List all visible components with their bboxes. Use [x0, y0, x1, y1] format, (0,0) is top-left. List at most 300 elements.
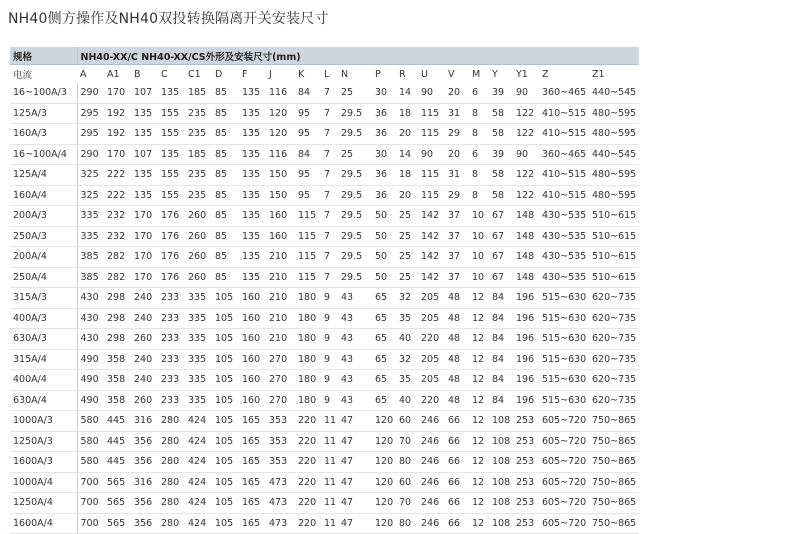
dimension-cell: 515~630	[539, 349, 589, 370]
dimension-cell: 205	[418, 349, 445, 370]
dimension-cell: 115	[295, 247, 321, 268]
current-rating-cell: 200A/4	[10, 247, 77, 268]
dimension-cell: 80	[396, 513, 418, 534]
dimension-cell: 29.5	[338, 103, 372, 124]
table-row	[10, 411, 639, 432]
dimension-cell: 148	[513, 226, 539, 247]
dimension-cell: 12	[469, 472, 489, 493]
current-rating-cell: 1250A/4	[10, 493, 77, 514]
table-row	[10, 493, 639, 514]
dimension-cell: 108	[489, 493, 513, 514]
dimension-cell: 36	[372, 103, 396, 124]
dimension-cell: 233	[158, 390, 185, 411]
dimension-cell: 105	[212, 390, 239, 411]
dimension-cell: 170	[131, 267, 158, 288]
dimension-cell: 120	[372, 513, 396, 534]
dimension-cell: 298	[104, 329, 131, 350]
dimension-cell: 65	[372, 288, 396, 309]
dimension-cell: 240	[131, 370, 158, 391]
dimension-cell: 385	[77, 247, 104, 268]
dimension-cell: 282	[104, 267, 131, 288]
dimension-cell: 515~630	[539, 288, 589, 309]
dimension-cell: 490	[77, 390, 104, 411]
dimension-cell: 490	[77, 349, 104, 370]
column-label: J	[269, 68, 272, 80]
column-label: R	[399, 68, 406, 80]
dimension-cell: 105	[212, 288, 239, 309]
dimension-cell: 148	[513, 267, 539, 288]
dimension-cell: 85	[212, 206, 239, 227]
dimension-cell: 280	[158, 472, 185, 493]
dimension-cell: 47	[338, 431, 372, 452]
dimension-cell: 480~595	[589, 165, 639, 186]
dimension-cell: 84	[295, 144, 321, 165]
dimension-cell: 210	[266, 267, 295, 288]
dimension-cell: 356	[131, 513, 158, 534]
table-row	[10, 267, 639, 288]
dimension-cell: 410~515	[539, 103, 589, 124]
dimension-cell: 7	[321, 247, 338, 268]
table-row	[10, 370, 639, 391]
dimension-cell: 220	[295, 513, 321, 534]
dimension-cell: 155	[158, 103, 185, 124]
column-label: V	[448, 68, 455, 80]
dimension-cell: 6	[469, 144, 489, 165]
dimension-cell: 120	[372, 493, 396, 514]
dimension-cell: 335	[185, 370, 212, 391]
dimension-cell: 36	[372, 165, 396, 186]
dimension-cell: 20	[445, 83, 469, 103]
dimension-cell: 47	[338, 513, 372, 534]
dimension-cell: 95	[295, 103, 321, 124]
dimension-cell: 70	[396, 493, 418, 514]
dimension-cell: 50	[372, 247, 396, 268]
dimension-cell: 253	[513, 452, 539, 473]
dimension-cell: 220	[418, 390, 445, 411]
dimension-cell: 135	[239, 247, 266, 268]
dimension-cell: 205	[418, 288, 445, 309]
dimension-cell: 105	[212, 349, 239, 370]
column-label: M	[472, 68, 481, 80]
dimension-cell: 700	[77, 493, 104, 514]
dimension-cell: 490	[77, 370, 104, 391]
dimension-cell: 335	[185, 329, 212, 350]
dimension-cell: 65	[372, 329, 396, 350]
dimension-cell: 12	[469, 308, 489, 329]
dimension-cell: 90	[418, 144, 445, 165]
dimension-cell: 90	[513, 83, 539, 103]
dimension-cell: 48	[445, 390, 469, 411]
column-label: 电流	[13, 70, 33, 81]
dimensions-table	[10, 47, 639, 534]
dimension-cell: 440~545	[589, 83, 639, 103]
column-label: Y	[492, 68, 498, 80]
dimension-cell: 20	[396, 124, 418, 145]
dimension-cell: 36	[372, 185, 396, 206]
dimension-cell: 180	[295, 288, 321, 309]
dimension-cell: 12	[469, 513, 489, 534]
dimension-cell: 424	[185, 472, 212, 493]
dimension-cell: 84	[489, 329, 513, 350]
column-label: P	[375, 68, 381, 80]
dimension-cell: 135	[239, 103, 266, 124]
dimension-cell: 14	[396, 144, 418, 165]
dimension-cell: 335	[185, 349, 212, 370]
dimension-cell: 120	[372, 472, 396, 493]
dimension-cell: 65	[372, 370, 396, 391]
dimension-cell: 424	[185, 493, 212, 514]
table-row	[10, 103, 639, 124]
dimension-cell: 7	[321, 206, 338, 227]
dimension-cell: 253	[513, 431, 539, 452]
dimension-cell: 335	[77, 206, 104, 227]
dimension-cell: 170	[131, 247, 158, 268]
dimension-cell: 240	[131, 349, 158, 370]
dimension-cell: 30	[372, 144, 396, 165]
dimension-cell: 176	[158, 247, 185, 268]
dimension-cell: 410~515	[539, 185, 589, 206]
dimension-cell: 7	[321, 267, 338, 288]
dimension-cell: 14	[396, 83, 418, 103]
dimension-cell: 48	[445, 288, 469, 309]
dimension-cell: 9	[321, 288, 338, 309]
dimension-cell: 31	[445, 165, 469, 186]
dimension-cell: 515~630	[539, 308, 589, 329]
dimension-cell: 9	[321, 390, 338, 411]
dimension-cell: 510~615	[589, 247, 639, 268]
dimension-cell: 424	[185, 513, 212, 534]
dimension-cell: 47	[338, 472, 372, 493]
dimension-cell: 196	[513, 390, 539, 411]
dimension-cell: 220	[418, 329, 445, 350]
dimension-cell: 43	[338, 308, 372, 329]
current-rating-cell: 16~100A/3	[10, 83, 77, 103]
dimension-cell: 325	[77, 185, 104, 206]
dimension-cell: 50	[372, 226, 396, 247]
dimension-cell: 358	[104, 370, 131, 391]
dimension-cell: 25	[396, 247, 418, 268]
dimension-cell: 445	[104, 411, 131, 432]
dimension-cell: 480~595	[589, 185, 639, 206]
dimension-cell: 135	[239, 124, 266, 145]
dimension-cell: 32	[396, 288, 418, 309]
column-label: A	[80, 68, 87, 80]
dimension-cell: 620~735	[589, 288, 639, 309]
table-row	[10, 431, 639, 452]
dimension-cell: 70	[396, 431, 418, 452]
table-row	[10, 308, 639, 329]
dimension-cell: 135	[239, 185, 266, 206]
dimension-cell: 232	[104, 226, 131, 247]
dimension-cell: 240	[131, 288, 158, 309]
dimension-cell: 10	[469, 247, 489, 268]
dimension-cell: 196	[513, 308, 539, 329]
dimension-cell: 358	[104, 390, 131, 411]
dimension-cell: 135	[239, 226, 266, 247]
dimension-cell: 29.5	[338, 165, 372, 186]
dimension-cell: 445	[104, 452, 131, 473]
dimension-cell: 605~720	[539, 431, 589, 452]
dimension-cell: 335	[185, 308, 212, 329]
dimension-cell: 12	[469, 493, 489, 514]
current-rating-cell: 200A/3	[10, 206, 77, 227]
dimension-cell: 108	[489, 472, 513, 493]
current-rating-cell: 400A/3	[10, 308, 77, 329]
dimension-cell: 260	[185, 226, 212, 247]
dimension-cell: 750~865	[589, 452, 639, 473]
dimension-cell: 11	[321, 493, 338, 514]
dimension-cell: 233	[158, 370, 185, 391]
dimension-cell: 29.5	[338, 124, 372, 145]
current-rating-cell: 315A/3	[10, 288, 77, 309]
dimension-cell: 116	[266, 83, 295, 103]
dimension-cell: 9	[321, 308, 338, 329]
dimension-cell: 135	[131, 185, 158, 206]
current-rating-cell: 315A/4	[10, 349, 77, 370]
dimension-cell: 9	[321, 370, 338, 391]
dimension-cell: 155	[158, 124, 185, 145]
dimension-cell: 240	[131, 308, 158, 329]
dimension-cell: 220	[295, 493, 321, 514]
dimension-cell: 233	[158, 329, 185, 350]
dimension-cell: 160	[266, 226, 295, 247]
dimension-cell: 135	[158, 144, 185, 165]
dimension-cell: 95	[295, 185, 321, 206]
dimension-cell: 480~595	[589, 124, 639, 145]
dimension-cell: 430~535	[539, 267, 589, 288]
dimension-cell: 29.5	[338, 185, 372, 206]
dimension-cell: 480~595	[589, 103, 639, 124]
dimension-cell: 25	[396, 206, 418, 227]
dimension-cell: 316	[131, 411, 158, 432]
dimension-cell: 410~515	[539, 165, 589, 186]
dimension-cell: 565	[104, 513, 131, 534]
dimension-cell: 48	[445, 349, 469, 370]
table-header-row	[10, 47, 639, 65]
dimension-cell: 135	[239, 267, 266, 288]
current-rating-cell: 160A/3	[10, 124, 77, 145]
dimension-cell: 220	[295, 452, 321, 473]
dimension-cell: 29.5	[338, 267, 372, 288]
table-row	[10, 452, 639, 473]
current-rating-cell: 1000A/3	[10, 411, 77, 432]
column-label: N	[341, 68, 349, 80]
dimension-cell: 170	[104, 144, 131, 165]
dimension-cell: 11	[321, 452, 338, 473]
dimension-cell: 12	[469, 349, 489, 370]
dimension-cell: 120	[372, 431, 396, 452]
dimension-cell: 29.5	[338, 247, 372, 268]
dimension-cell: 253	[513, 472, 539, 493]
table-row	[10, 226, 639, 247]
current-rating-cell: 250A/4	[10, 267, 77, 288]
dimension-cell: 424	[185, 452, 212, 473]
dimension-cell: 210	[266, 288, 295, 309]
dimension-cell: 8	[469, 185, 489, 206]
dimension-cell: 105	[212, 411, 239, 432]
dimension-cell: 430~535	[539, 226, 589, 247]
dimension-cell: 260	[185, 267, 212, 288]
dimension-cell: 43	[338, 349, 372, 370]
dimension-cell: 246	[418, 411, 445, 432]
dimension-cell: 85	[212, 124, 239, 145]
dimension-cell: 620~735	[589, 349, 639, 370]
dimension-cell: 90	[418, 83, 445, 103]
dimension-cell: 356	[131, 452, 158, 473]
dimension-cell: 580	[77, 431, 104, 452]
dimension-cell: 222	[104, 165, 131, 186]
dimension-cell: 620~735	[589, 390, 639, 411]
dimension-cell: 180	[295, 329, 321, 350]
table-row	[10, 329, 639, 350]
dimension-cell: 180	[295, 370, 321, 391]
current-rating-cell: 125A/4	[10, 165, 77, 186]
dimension-cell: 31	[445, 103, 469, 124]
dimension-cell: 18	[396, 165, 418, 186]
dimension-cell: 580	[77, 411, 104, 432]
dimension-cell: 105	[212, 431, 239, 452]
dimension-cell: 565	[104, 493, 131, 514]
dimension-cell: 84	[489, 370, 513, 391]
dimension-cell: 66	[445, 411, 469, 432]
dimension-cell: 358	[104, 349, 131, 370]
dimension-cell: 60	[396, 472, 418, 493]
dimension-cell: 135	[239, 165, 266, 186]
dimension-cell: 37	[445, 247, 469, 268]
dimension-cell: 290	[77, 144, 104, 165]
dimension-cell: 39	[489, 144, 513, 165]
dimension-cell: 25	[338, 83, 372, 103]
dimension-cell: 233	[158, 308, 185, 329]
dimension-cell: 108	[489, 452, 513, 473]
dimension-cell: 160	[239, 349, 266, 370]
dimension-cell: 165	[239, 493, 266, 514]
dimension-cell: 58	[489, 103, 513, 124]
dimension-cell: 25	[396, 226, 418, 247]
dimension-cell: 66	[445, 513, 469, 534]
dimension-cell: 325	[77, 165, 104, 186]
dimension-cell: 235	[185, 124, 212, 145]
dimension-cell: 7	[321, 124, 338, 145]
dimension-cell: 6	[469, 83, 489, 103]
dimension-cell: 270	[266, 349, 295, 370]
dimension-cell: 115	[418, 185, 445, 206]
dimension-cell: 115	[418, 124, 445, 145]
dimension-cell: 316	[131, 472, 158, 493]
table-row	[10, 472, 639, 493]
dimension-cell: 85	[212, 185, 239, 206]
dimension-cell: 85	[212, 103, 239, 124]
dimension-cell: 135	[239, 206, 266, 227]
dimension-cell: 29.5	[338, 226, 372, 247]
dimension-cell: 180	[295, 308, 321, 329]
dimension-cell: 11	[321, 411, 338, 432]
dimension-cell: 270	[266, 390, 295, 411]
dimension-cell: 50	[372, 206, 396, 227]
dimension-cell: 246	[418, 513, 445, 534]
dimension-cell: 160	[239, 308, 266, 329]
dimension-cell: 282	[104, 247, 131, 268]
dimension-cell: 253	[513, 493, 539, 514]
dimension-cell: 40	[396, 390, 418, 411]
dimension-cell: 620~735	[589, 308, 639, 329]
dimension-cell: 108	[489, 513, 513, 534]
dimension-cell: 750~865	[589, 411, 639, 432]
dimension-cell: 260	[131, 329, 158, 350]
dimension-cell: 580	[77, 452, 104, 473]
current-rating-cell: 630A/4	[10, 390, 77, 411]
table-row	[10, 247, 639, 268]
dimension-cell: 50	[372, 267, 396, 288]
dimension-cell: 605~720	[539, 411, 589, 432]
dimension-cell: 9	[321, 349, 338, 370]
dimension-cell: 605~720	[539, 452, 589, 473]
dimension-cell: 12	[469, 431, 489, 452]
dimension-cell: 148	[513, 206, 539, 227]
dimension-cell: 12	[469, 288, 489, 309]
dimension-cell: 80	[396, 452, 418, 473]
dimension-cell: 11	[321, 472, 338, 493]
dimension-cell: 30	[372, 83, 396, 103]
dimension-cell: 122	[513, 165, 539, 186]
column-labels-row	[10, 65, 639, 84]
dimension-cell: 148	[513, 247, 539, 268]
dimension-cell: 750~865	[589, 493, 639, 514]
dimension-cell: 176	[158, 226, 185, 247]
dimension-cell: 700	[77, 513, 104, 534]
column-label: B	[134, 68, 141, 80]
dimension-cell: 353	[266, 452, 295, 473]
dimension-cell: 222	[104, 185, 131, 206]
dimension-cell: 84	[489, 308, 513, 329]
column-label: Z	[542, 68, 549, 80]
dimension-cell: 620~735	[589, 370, 639, 391]
dimension-cell: 35	[396, 370, 418, 391]
dimension-cell: 142	[418, 206, 445, 227]
current-rating-cell: 400A/4	[10, 370, 77, 391]
dimension-cell: 120	[266, 103, 295, 124]
dimension-cell: 220	[295, 472, 321, 493]
dimension-cell: 260	[185, 247, 212, 268]
dimension-cell: 424	[185, 431, 212, 452]
dimension-cell: 260	[185, 206, 212, 227]
dimension-cell: 295	[77, 124, 104, 145]
column-label: D	[215, 68, 223, 80]
dimension-cell: 107	[131, 83, 158, 103]
dimension-cell: 170	[131, 206, 158, 227]
dimension-cell: 205	[418, 308, 445, 329]
table-row	[10, 185, 639, 206]
dimension-cell: 135	[131, 124, 158, 145]
dimension-cell: 280	[158, 513, 185, 534]
dimension-cell: 7	[321, 226, 338, 247]
dimension-cell: 150	[266, 185, 295, 206]
dimension-cell: 235	[185, 103, 212, 124]
dimension-cell: 150	[266, 165, 295, 186]
dimension-cell: 115	[295, 267, 321, 288]
column-label: C	[161, 68, 168, 80]
dimension-cell: 85	[212, 247, 239, 268]
dimension-cell: 360~465	[539, 144, 589, 165]
dimension-cell: 12	[469, 390, 489, 411]
table-row	[10, 165, 639, 186]
dimension-cell: 84	[489, 349, 513, 370]
dimension-cell: 85	[212, 267, 239, 288]
dimension-cell: 246	[418, 452, 445, 473]
dimension-cell: 605~720	[539, 493, 589, 514]
dimension-cell: 135	[239, 144, 266, 165]
current-rating-cell: 16~100A/4	[10, 144, 77, 165]
